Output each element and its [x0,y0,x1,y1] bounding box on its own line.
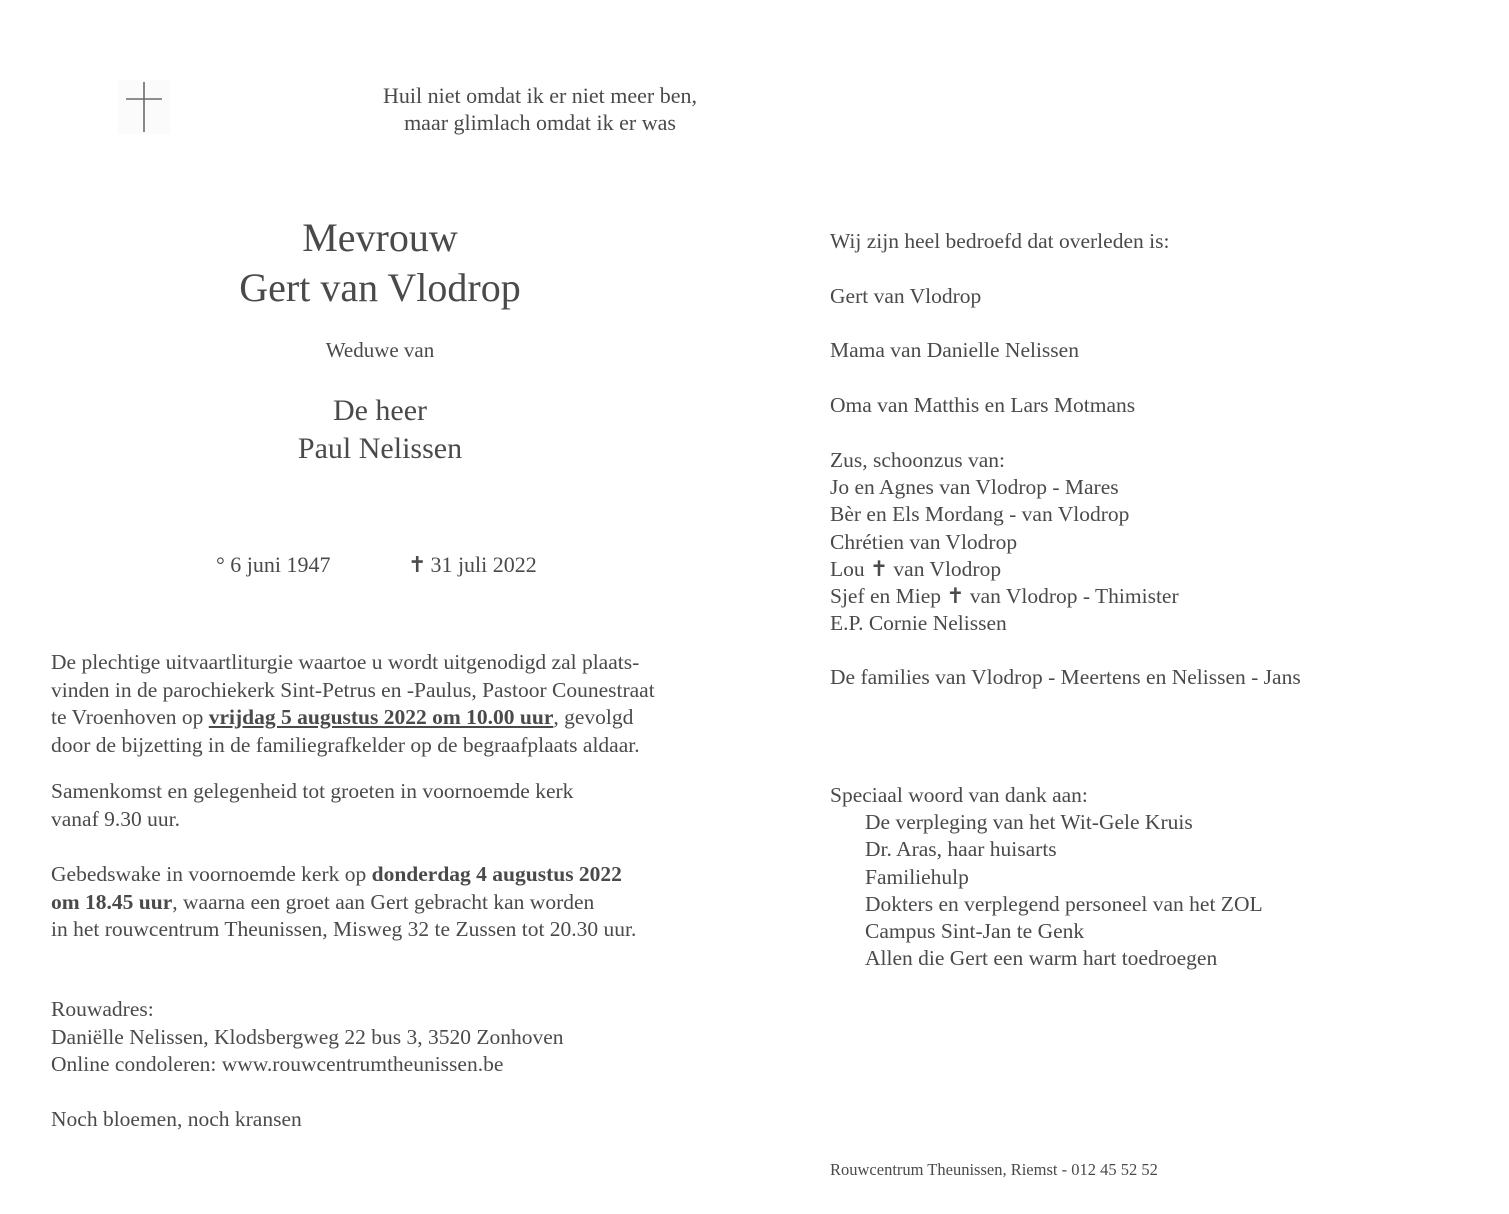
ceremony-line-3-post: , gevolgd [553,705,634,729]
gathering-line-1: Samenkomst en gelegenheid tot groeten in voornoemde kerk [51,779,574,803]
gathering-paragraph [51,778,731,833]
funeral-home-footer: Rouwcentrum Theunissen, Riemst - 012 45 52 52 [830,1160,1158,1179]
address-line-2: Online condoleren: www.rouwcentrumtheunissen.be [51,1052,504,1076]
death-cross-icon: ✝ [408,552,427,577]
announcement-name: Gert van Vlodrop [830,284,982,308]
thanks-item: Familiehulp [865,864,969,889]
vigil-line-2 [51,889,731,917]
vigil-line-1-pre: Gebedswake in voornoemde kerk op [51,862,372,886]
ceremony-datetime: vrijdag 5 augustus 2022 om 10.00 uur [208,705,554,729]
birth-date: ° 6 juni 1947 [216,552,331,577]
sibling-item: Chrétien van Vlodrop [830,529,1018,554]
deceased-name-block [130,213,630,313]
death-date: 31 juli 2022 [430,552,537,577]
vigil-paragraph [51,861,731,944]
address-label: Rouwadres: [51,997,154,1021]
ceremony-line-2: vinden in de parochiekerk Sint-Petrus en -Paulus, Pastoor Counestraat [51,677,655,702]
ceremony-line-1: De plechtige uitvaartliturgie waartoe u wordt uitgenodigd zal plaats- [51,650,640,674]
address-block [51,996,731,1079]
sibling-item: E.P. Cornie Nelissen [830,611,1007,636]
ceremony-line-3 [51,704,731,732]
sibling-item: Sjef en Miep ✝ van Vlodrop - Thimister [830,584,1179,609]
memorial-quote [300,82,780,136]
quote-line-2: maar glimlach omdat ik er was [404,110,676,135]
thanks-item: Allen die Gert een warm hart toedroegen [865,946,1218,971]
address-line-1: Daniëlle Nelissen, Klodsbergweg 22 bus 3, 3520 Zonhoven [51,1024,564,1049]
sibling-item: Lou ✝ van Vlodrop [830,556,1002,581]
vigil-line-3: in het rouwcentrum Theunissen, Misweg 32 te Zussen tot 20.30 uur. [51,917,637,941]
ceremony-line-4: door de bijzetting in de familiegrafkelder op de begraafplaats aldaar. [51,732,640,757]
thanks-item: De verpleging van het Wit-Gele Kruis [865,810,1193,835]
thanks-label: Speciaal woord van dank aan: [830,783,1088,807]
spouse-block [130,392,630,468]
announcement-intro: Wij zijn heel bedroefd dat overleden is: [830,229,1170,253]
vigil-date: donderdag 4 augustus 2022 [371,862,622,886]
deceased-name: Gert van Vlodrop [239,265,521,310]
thanks-item: Dr. Aras, haar huisarts [865,837,1057,862]
relation-label: Weduwe van [325,338,435,362]
announcement-oma: Oma van Matthis en Lars Motmans [830,393,1136,417]
siblings-label: Zus, schoonzus van: [830,448,1005,472]
spouse-name: Paul Nelissen [297,432,463,465]
thanks-block [830,782,1470,972]
vigil-line-2-post: , waarna een groet aan Gert gebracht kan worden [172,889,595,914]
quote-line-1: Huil niet omdat ik er niet meer ben, [382,83,697,108]
sibling-item: Bèr en Els Mordang - van Vlodrop [830,502,1130,527]
siblings-block [830,447,1470,637]
thanks-item: Dokters en verplegend personeel van het ZOL [865,891,1263,916]
thanks-item: Campus Sint-Jan te Genk [865,919,1085,944]
gathering-line-2: vanaf 9.30 uur. [51,806,180,831]
families-line: De families van Vlodrop - Meertens en Nelissen - Jans [830,665,1301,689]
flowers-note: Noch bloemen, noch kransen [51,1107,302,1131]
ceremony-paragraph [51,649,731,759]
vigil-time: om 18.45 uur [51,889,173,914]
announcement-mama: Mama van Danielle Nelissen [830,338,1079,362]
death-date-line [408,551,537,578]
sibling-item: Jo en Agnes van Vlodrop - Mares [830,475,1119,500]
spouse-title: De heer [332,394,428,427]
ceremony-line-3-pre: te Vroenhoven op [51,705,209,729]
deceased-title: Mevrouw [302,215,458,260]
vigil-line-1 [51,861,731,889]
cross-icon [118,80,170,134]
